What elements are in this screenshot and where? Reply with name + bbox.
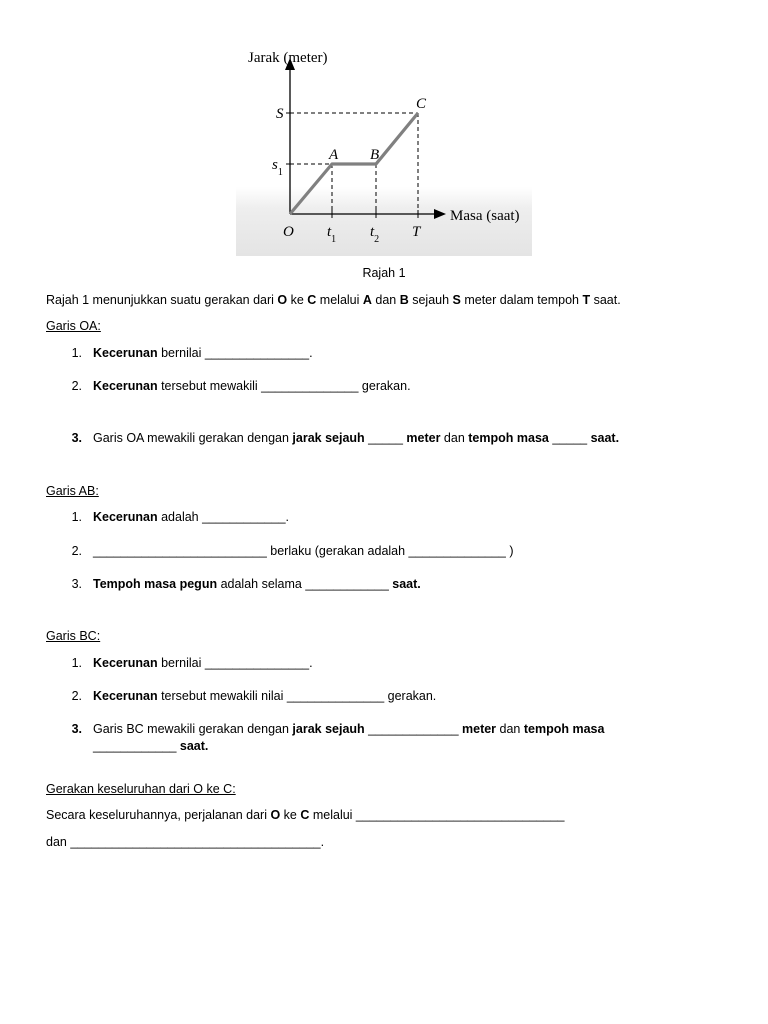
intro-t: T: [582, 293, 591, 307]
intro-b: B: [399, 293, 409, 307]
bc-item-3-continued: [93, 738, 208, 754]
y-axis-label: Jarak (meter): [248, 50, 328, 66]
item-text: tersebut mewakili nilai ______________ gerakan.: [157, 689, 437, 703]
item-number: 1.: [71, 346, 82, 360]
item-text: dan: [440, 431, 469, 445]
item-text: _____: [364, 431, 407, 445]
overall-o: O: [270, 808, 281, 822]
intro-text: ke: [287, 293, 308, 307]
point-a: A: [329, 147, 339, 163]
item-number: 3.: [71, 722, 82, 736]
item-number: 2.: [71, 689, 82, 703]
section-heading-bc: Garis BC:: [46, 629, 101, 643]
item-bold: jarak sejauh: [292, 722, 365, 736]
item-bold: Kecerunan: [93, 346, 158, 360]
item-text: adalah ____________.: [157, 510, 289, 524]
item-bold: Kecerunan: [93, 656, 158, 670]
intro-text: dan: [371, 293, 400, 307]
item-number: 1.: [71, 510, 82, 524]
item-bold: Tempoh masa pegun: [93, 577, 218, 591]
item-text: _________________________ berlaku (gerakan adalah ______________ ): [93, 544, 514, 558]
item-bold: meter: [462, 722, 497, 736]
distance-time-graph: [236, 40, 532, 256]
item-text: Garis OA mewakili gerakan dengan: [93, 431, 293, 445]
y-tick-s1: $s_1$: [272, 157, 283, 178]
intro-c: C: [307, 293, 317, 307]
intro-text: saat.: [590, 293, 621, 307]
item-number: 1.: [71, 656, 82, 670]
overall-line-1: [46, 807, 564, 823]
point-b: B: [370, 147, 380, 163]
section-heading-ab: Garis AB:: [46, 484, 99, 498]
item-bold: saat.: [392, 577, 421, 591]
x-tick-t1: $t_1$: [327, 224, 337, 245]
item-text: ____________: [93, 739, 180, 753]
section-heading-oa: Garis OA:: [46, 319, 101, 333]
intro-text: melalui: [316, 293, 363, 307]
overall-c: C: [300, 808, 310, 822]
overall-text: melalui ______________________________: [309, 808, 565, 822]
overall-line-2: dan ____________________________________.: [46, 835, 325, 849]
item-text: _____: [548, 431, 591, 445]
section-heading-overall: Gerakan keseluruhan dari O ke C:: [46, 782, 236, 796]
item-text: adalah selama ____________: [217, 577, 393, 591]
overall-text: Secara keseluruhannya, perjalanan dari: [46, 808, 271, 822]
intro-s: S: [452, 293, 461, 307]
overall-text: ke: [280, 808, 301, 822]
x-tick-t2: $t_2$: [370, 224, 380, 245]
item-bold: jarak sejauh: [292, 431, 365, 445]
item-number: 2.: [71, 379, 82, 393]
y-tick-s: S: [276, 106, 284, 122]
item-number: 3.: [71, 431, 82, 445]
item-bold: tempoh masa: [523, 722, 605, 736]
item-bold: saat.: [179, 739, 209, 753]
intro-text: meter dalam tempoh: [460, 293, 583, 307]
item-bold: meter: [406, 431, 441, 445]
intro-a: A: [362, 293, 372, 307]
item-text: bernilai _______________.: [157, 656, 313, 670]
item-bold: tempoh masa: [468, 431, 549, 445]
item-text: dan: [496, 722, 524, 736]
item-bold: Kecerunan: [93, 379, 158, 393]
item-bold: Kecerunan: [93, 689, 158, 703]
graph-svg: [236, 40, 532, 256]
item-text: bernilai _______________.: [157, 346, 313, 360]
item-text: Garis BC mewakili gerakan dengan: [93, 722, 293, 736]
intro-o: O: [277, 293, 288, 307]
intro-text: sejauh: [408, 293, 453, 307]
item-number: 2.: [71, 544, 82, 558]
item-text: _____________: [364, 722, 462, 736]
item-bold: saat.: [590, 431, 620, 445]
figure-caption: Rajah 1: [362, 266, 406, 280]
point-c: C: [416, 96, 427, 112]
item-number: 3.: [71, 577, 82, 591]
intro-text: Rajah 1 menunjukkan suatu gerakan dari: [46, 293, 278, 307]
x-tick-T: T: [412, 224, 421, 240]
x-axis-label: Masa (saat): [450, 208, 520, 224]
item-text: tersebut mewakili ______________ gerakan.: [157, 379, 411, 393]
item-bold: Kecerunan: [93, 510, 158, 524]
intro-paragraph: [46, 292, 621, 308]
origin-label: O: [283, 224, 294, 240]
